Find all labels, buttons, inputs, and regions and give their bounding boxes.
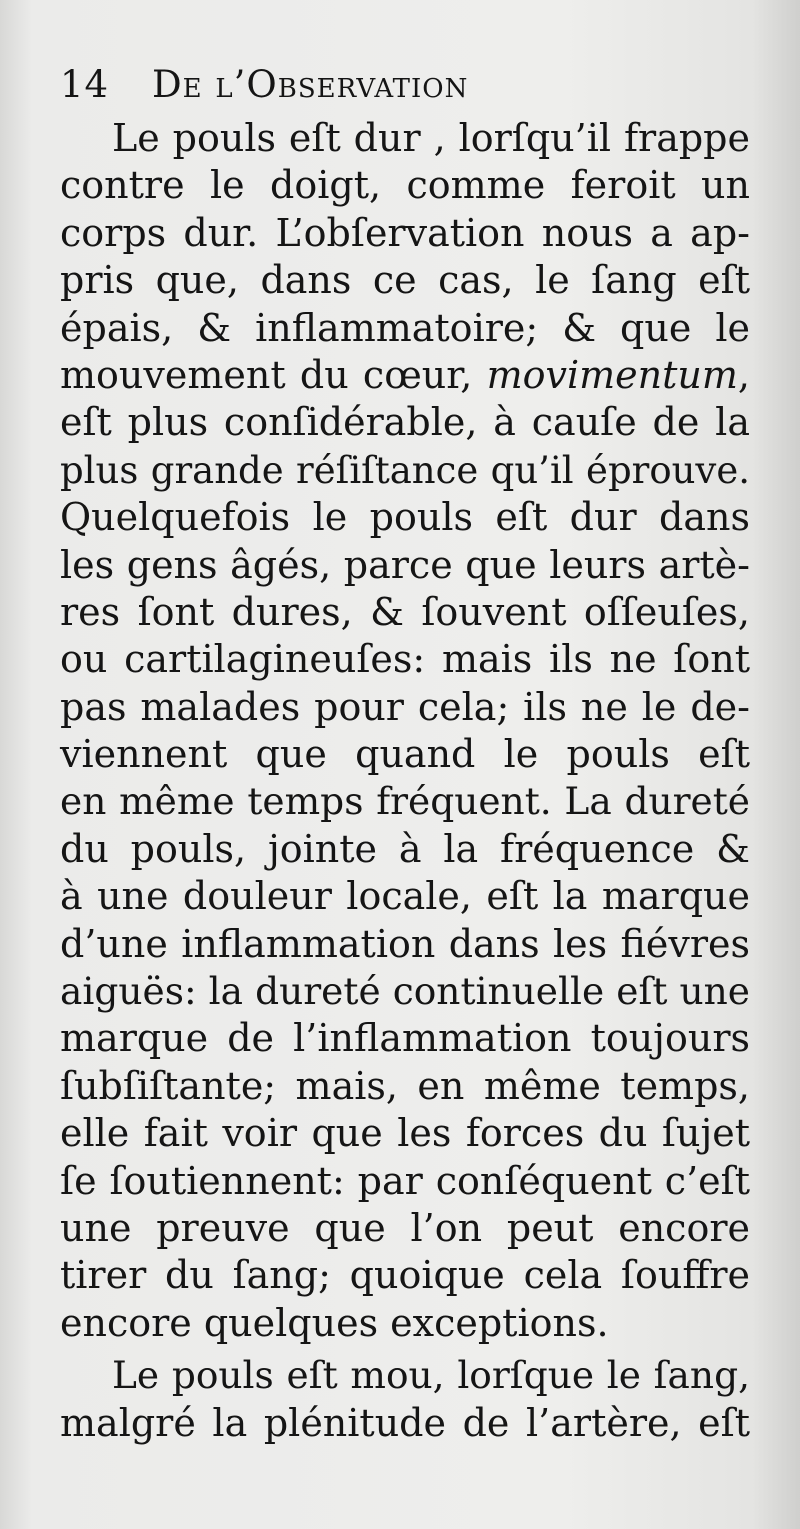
text-line: pas malades pour cela; ils ne le de- (60, 684, 750, 729)
text-line: pris que, dans ce cas, le ſang eſt (60, 258, 750, 303)
italic-tail: , (737, 352, 750, 397)
text-line: d’une inflammation dans les fiévres (60, 921, 750, 966)
text-line: Le pouls eſt mou, lorſque le ſang, (112, 1353, 750, 1398)
text-line: res ſont dures, & ſouvent oſſeuſes, (60, 589, 750, 634)
text-line: du pouls, jointe à la fréquence & (60, 826, 750, 871)
text-line: épais, & inflammatoire; & que le (60, 305, 750, 350)
text-line: les gens âgés, parce que leurs artè- (60, 542, 750, 587)
paragraph (60, 115, 750, 1347)
text-line: malgré la plénitude de l’artère, eſt (60, 1400, 750, 1445)
text-line: tirer du ſang; quoique cela ſouffre (60, 1253, 750, 1298)
text-segment: mouvement du cœur, (60, 352, 473, 397)
paragraph (60, 1352, 750, 1447)
text-line: corps dur. L’obſervation nous a ap- (60, 210, 750, 255)
text-line: à une douleur locale, eſt la marque (60, 874, 750, 919)
text-line: ou cartilagineuſes: mais ils ne ſont (60, 637, 750, 682)
text-line: Quelquefois le pouls eſt dur dans (60, 495, 750, 540)
text-line: ſubſiſtante; mais, en même temps, (60, 1063, 750, 1108)
text-block (60, 55, 750, 1447)
text-line: eſt plus conſidérable, à cauſe de la (60, 400, 750, 445)
page-number: 14 (60, 63, 110, 106)
text-line: elle fait voir que les forces du ſujet (60, 1111, 750, 1156)
text-line: contre le doigt, comme feroit un (60, 163, 750, 208)
text-line: viennent que quand le pouls eſt (60, 732, 750, 777)
text-line: une preuve que l’on peut encore (60, 1205, 750, 1250)
text-line: plus grande réſiſtance qu’il éprouve. (60, 448, 750, 492)
text-line: en même temps fréquent. La dureté (60, 779, 750, 824)
text-line: aiguës: la dureté continuelle eſt une (60, 969, 750, 1014)
text-line: ſe ſoutiennent: par conſéquent c’eſt (60, 1158, 750, 1203)
italic-word: movimentum (486, 352, 738, 397)
text-line: Le pouls eſt dur , lorſqu’il frappe (112, 116, 750, 160)
running-head (60, 55, 750, 115)
running-title: De l’Observation (152, 63, 469, 106)
text-line: marque de l’inflammation toujours (60, 1016, 750, 1061)
text-line (60, 352, 750, 399)
text-line: encore quelques exceptions. (60, 1300, 609, 1345)
